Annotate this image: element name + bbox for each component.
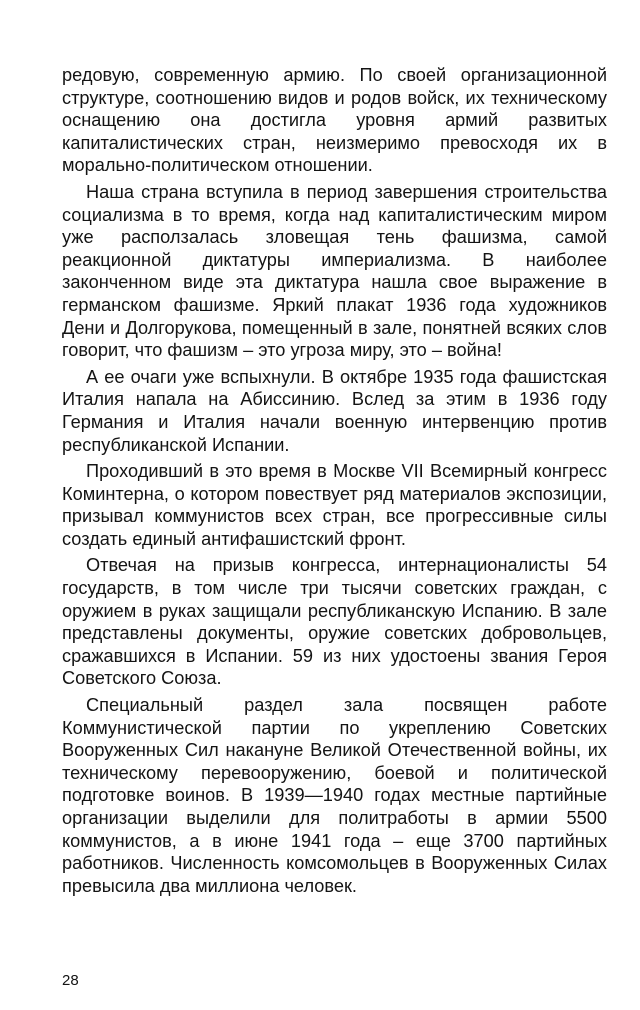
paragraph-continuation: редовую, современную армию. По своей организационной структуре, соотношению видов и родов войск, их техническому оснащению она достигла уровня армий развитых капиталистических стран, неизмеримо превосходя их в морально-политическом отношении. (62, 65, 607, 176)
document-body (62, 64, 607, 897)
paragraph-party-work: Специальный раздел зала посвящен работе Коммунистической партии по укреплению Советских Вооруженных Сил накануне Великой Отечественной войны, их техническому перевооружению, боевой и политической подготовке воинов. В 1939—1940 годах местные партийные организации выделили для политработы в армии 5500 коммунистов, а в июне 1941 года – еще 3700 партийных работников. Численность комсомольцев в Вооруженных Силах превысила два миллиона человек. (62, 695, 607, 896)
paragraph-internationalists: Отвечая на призыв конгресса, интернационалисты 54 государств, в том числе три тысячи советских граждан, с оружием в руках защищали республиканскую Испанию. В зале представлены документы, оружие советских добровольцев, сражавшихся в Испании. 59 из них удостоены звания Героя Советского Союза. (62, 555, 607, 689)
paragraph-fascism-threat: Наша страна вступила в период завершения строительства социализма в то время, когда над капиталистическим миром уже расползалась зловещая тень фашизма, самой реакционной диктатуры империализма. В наиболее законченном виде эта диктатура нашла свое выражение в германском фашизме. Яркий плакат 1936 года художников Дени и Долгорукова, помещенный в зале, понятней всяких слов говорит, что фашизм – это угроза миру, это – война! (62, 181, 607, 361)
paragraph-abyssinia-spain: А ее очаги уже вспыхнули. В октябре 1935 года фашистская Италия напала на Абиссинию. Вслед за этим в 1936 году Германия и Италия начали военную интервенцию против республиканской Испании. (62, 366, 607, 455)
page-number: 28 (62, 972, 79, 989)
paragraph-comintern-congress: Проходивший в это время в Москве VII Всемирный конгресс Коминтерна, о котором повествует ряд материалов экспозиции, призывал коммунистов всех стран, все прогрессивные силы создать единый антифашистский фронт. (62, 461, 607, 549)
